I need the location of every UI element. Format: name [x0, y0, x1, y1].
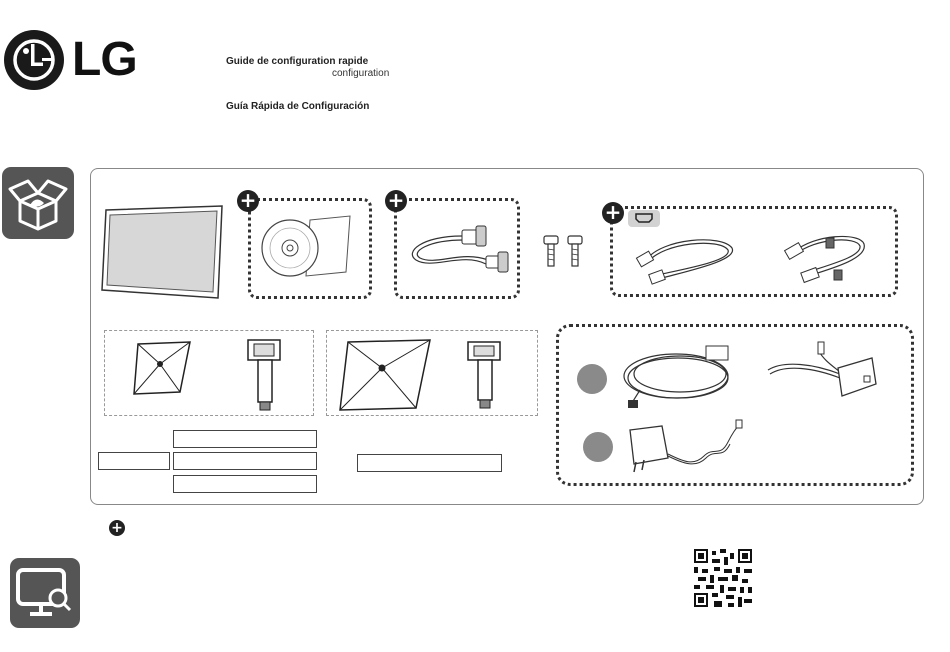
- label-box: [173, 430, 317, 448]
- open-box-icon: [2, 167, 74, 239]
- title-french-subline: configuration: [332, 68, 390, 79]
- lg-logo-icon: [4, 30, 64, 90]
- monitor-illustration: [100, 206, 226, 303]
- cd-and-manual-illustration: [258, 212, 358, 287]
- screws-illustration: [540, 234, 590, 275]
- ac-adapter-illustration: [764, 340, 882, 411]
- label-box: [173, 475, 317, 493]
- hdmi-cable-illustration: [632, 230, 742, 295]
- label-box: [173, 452, 317, 470]
- monitor-search-icon: [10, 558, 80, 628]
- stand-body-illustration: [244, 336, 284, 419]
- dsub-cable-illustration: [402, 222, 514, 283]
- stand-body-2-illustration: [464, 338, 504, 417]
- plus-circle-icon: +: [385, 190, 407, 212]
- plus-circle-icon: +: [109, 520, 125, 536]
- stand-base-large-illustration: [338, 336, 434, 417]
- label-box: [357, 454, 502, 472]
- qr-code-icon: [694, 549, 752, 612]
- usb-cable-illustration: [764, 226, 874, 293]
- title-spanish: Guía Rápida de Configuración: [226, 101, 370, 112]
- option-marker: [577, 364, 607, 394]
- plus-circle-icon: +: [602, 202, 624, 224]
- power-cord-illustration: [620, 340, 750, 417]
- option-marker: [583, 432, 613, 462]
- wall-adapter-illustration: [624, 418, 750, 483]
- brand-logo-text: LG: [72, 33, 137, 86]
- title-french: Guide de configuration rapide: [226, 56, 369, 67]
- label-box: [98, 452, 170, 470]
- plus-circle-icon: +: [237, 190, 259, 212]
- hdmi-port-icon: [628, 210, 660, 227]
- stand-base-illustration: [132, 338, 192, 403]
